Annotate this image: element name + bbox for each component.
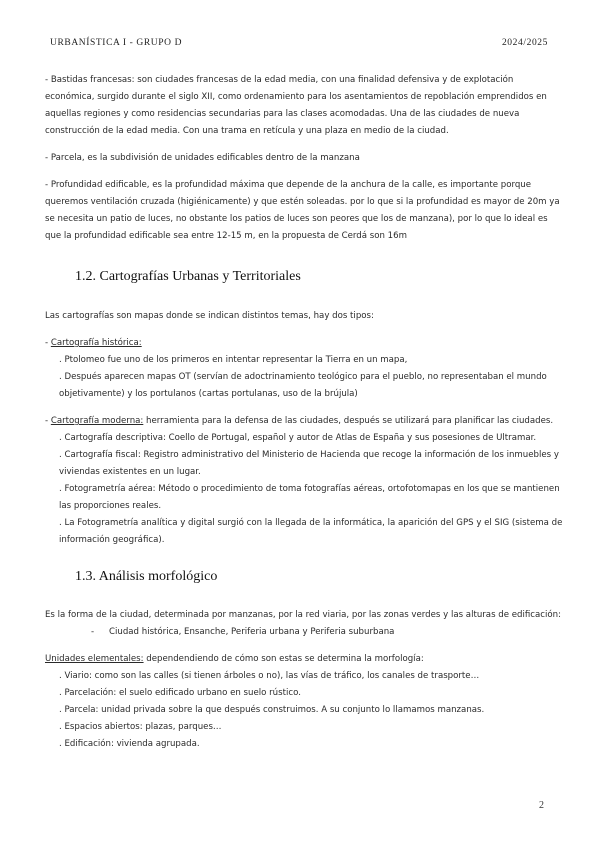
paragraph-profundidad: - Profundidad edificable, es la profundidad máxima que depende de la anchura de la calle, es importante porque queremos ventilación cruzada (higiénicamente) y que estén soleadas. por lo que si la profundidad es mayor de 20m ya se necesita un patio de luces, no obstante los patios de luces son peores que los de manzana), por lo que lo ideal es que la profundidad edificable sea entre 12-15 m, en la propuesta de Cerdá son 16m: [45, 180, 560, 241]
list-item: . Ptolomeo fue uno de los primeros en intentar representar la Tierra en un mapa,: [59, 355, 408, 365]
section-heading-cartografias: 1.2. Cartografías Urbanas y Territoriales: [75, 269, 301, 284]
list-item: . Espacios abiertos: plazas, parques…: [59, 722, 222, 732]
page-content: [45, 72, 565, 753]
header-course-title: URBANÍSTICA I - GRUPO D: [50, 38, 183, 48]
moderna-label: Cartografía moderna:: [50, 416, 144, 426]
list-item: . La Fotogrametría analítica y digital surgió con la llegada de la informática, la aparición del GPS y el SIG (sistema de información geográfica).: [59, 518, 563, 545]
analisis-intro: Es la forma de la ciudad, determinada por manzanas, por la red viaria, por las zonas verdes y las alturas de edificación:: [45, 610, 562, 620]
list-item: [45, 624, 565, 641]
bullet-text: Ciudad histórica, Ensanche, Periferia urbana y Periferia suburbana: [109, 627, 395, 637]
list-item: . Parcela: unidad privada sobre la que después construimos. A su conjunto lo llamamos manzanas.: [59, 705, 485, 715]
list-item: . Edificación: vivienda agrupada.: [59, 739, 200, 749]
unidades-label: Unidades elementales:: [45, 654, 144, 664]
cartografias-intro: Las cartografías son mapas donde se indican distintos temas, hay dos tipos:: [45, 311, 374, 321]
list-item: . Cartografía fiscal: Registro administrativo del Ministerio de Hacienda que recoge la información de los inmuebles y viviendas existentes en un lugar.: [59, 450, 559, 477]
moderna-prefix: -: [45, 416, 51, 426]
list-item: . Parcelación: el suelo edificado urbano en suelo rústico.: [59, 688, 301, 698]
paragraph-parcela: - Parcela, es la subdivisión de unidades edificables dentro de la manzana: [45, 153, 360, 163]
cartografia-moderna-heading: [45, 413, 565, 430]
list-item: . Fotogrametría aérea: Método o procedimiento de toma fotografías aéreas, ortofotomapas en los que se mantienen las proporciones reales.: [59, 484, 560, 511]
section-heading-analisis: 1.3. Análisis morfológico: [75, 569, 218, 584]
moderna-text: herramienta para la defensa de las ciudades, después se utilizará para planificar las ciudades.: [143, 416, 554, 426]
paragraph-bastidas: - Bastidas francesas: son ciudades francesas de la edad media, con una finalidad defensiva y de explotación económica, surgido durante el siglo XII, como ordenamiento para los asentamientos de repoblación emprendidos en aquellas regiones y como residencias secundarias para las clases acomodadas. Una de las ciudades de nueva construcción de la edad media. Con una trama en retícula y una plaza en medio de la ciudad.: [45, 75, 547, 136]
historica-prefix: -: [45, 338, 51, 348]
unidades-text: dependendiendo de cómo son estas se determina la morfología:: [143, 654, 424, 664]
bullet-dash: -: [91, 627, 95, 637]
historica-label: Cartografía histórica:: [50, 338, 142, 348]
cartografia-historica-heading: [45, 335, 565, 352]
unidades-heading: [45, 651, 565, 668]
list-item: . Después aparecen mapas OT (servían de adoctrinamiento teológico para el pueblo, no representaban el mundo objetivamente) y los portulanos (cartas portulanas, uso de la brújula): [59, 372, 547, 399]
page-number: 2: [539, 800, 544, 811]
header-academic-year: 2024/2025: [501, 38, 548, 48]
list-item: . Cartografía descriptiva: Coello de Portugal, español y autor de Atlas de España y sus posesiones de Ultramar.: [59, 433, 537, 443]
list-item: . Viario: como son las calles (si tienen árboles o no), las vías de tráfico, los canales de trasporte…: [59, 671, 480, 681]
